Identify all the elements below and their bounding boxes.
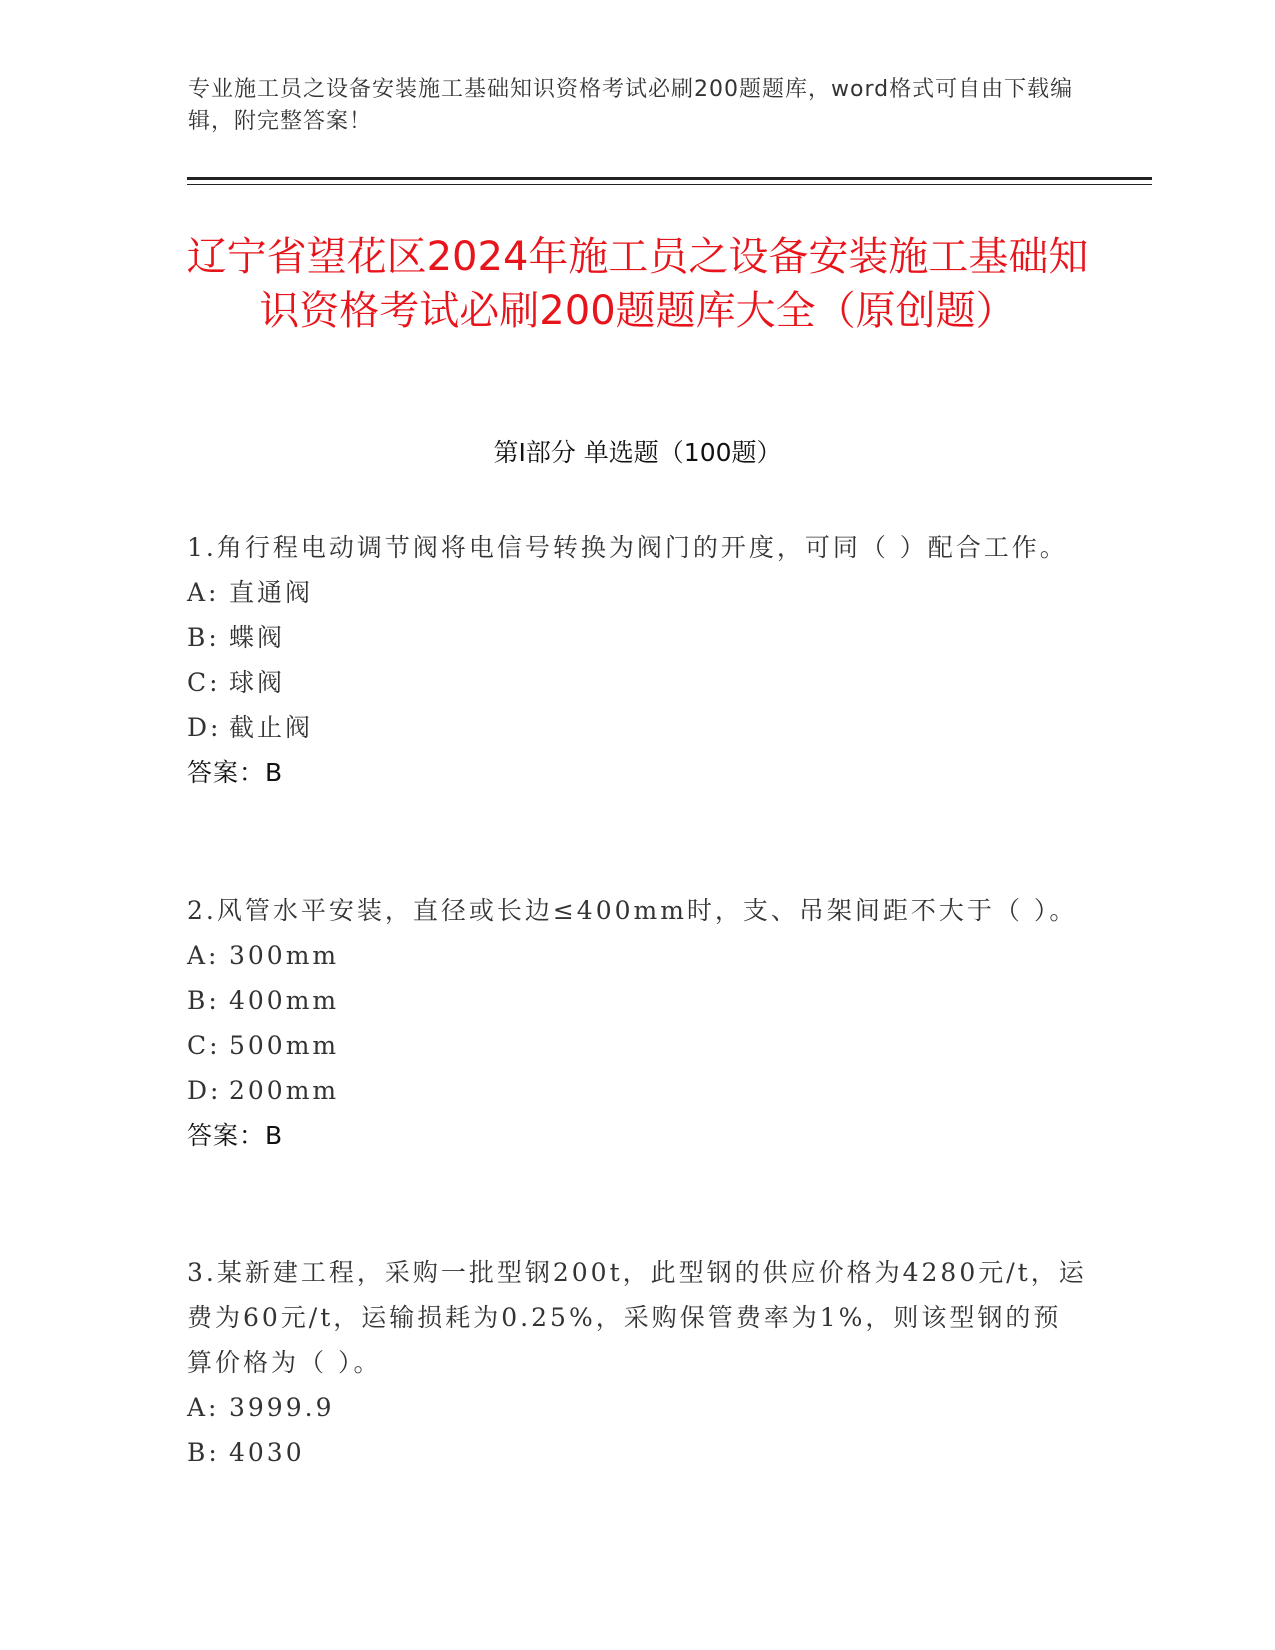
option-letter: D:	[187, 713, 222, 742]
option-letter: C:	[187, 668, 221, 697]
option-a	[187, 933, 1087, 978]
option-text: 截止阀	[229, 713, 314, 742]
option-letter: A:	[187, 1393, 220, 1422]
option-d	[187, 1068, 1087, 1113]
option-a	[187, 570, 1087, 615]
option-c	[187, 660, 1087, 705]
option-letter: B:	[187, 623, 220, 652]
option-text: 200mm	[229, 1076, 340, 1105]
header-rule-thick	[187, 177, 1152, 180]
option-letter: B:	[187, 1438, 220, 1467]
header-note: 专业施工员之设备安装施工基础知识资格考试必刷200题题库，word格式可自由下载编辑，附完整答案！	[188, 77, 1074, 134]
answer-line: 答案：B	[187, 1121, 284, 1150]
option-a	[187, 1385, 1087, 1430]
section-title: 第Ⅰ部分 单选题（100题）	[493, 438, 782, 467]
question-stem: 2.风管水平安装，直径或长边≤400mm时，支、吊架间距不大于（ ）。	[187, 896, 1078, 925]
option-text: 300mm	[229, 941, 340, 970]
option-text: 直通阀	[229, 578, 314, 607]
option-text: 500mm	[229, 1031, 340, 1060]
option-text: 400mm	[229, 986, 340, 1015]
header-rule-thin	[187, 184, 1152, 185]
question-stem: 1.角行程电动调节阀将电信号转换为阀门的开度，可同（ ）配合工作。	[187, 533, 1068, 562]
option-c	[187, 1023, 1087, 1068]
option-letter: A:	[187, 941, 220, 970]
option-letter: D:	[187, 1076, 222, 1105]
option-text: 3999.9	[229, 1393, 335, 1422]
option-text: 球阀	[229, 668, 286, 697]
option-text: 蝶阀	[229, 623, 286, 652]
option-b	[187, 1430, 1087, 1475]
option-text: 4030	[229, 1438, 305, 1467]
document-title: 辽宁省望花区2024年施工员之设备安装施工基础知识资格考试必刷200题题库大全（原创题）	[186, 234, 1089, 334]
option-letter: B:	[187, 986, 220, 1015]
question-2	[187, 888, 1087, 1158]
option-letter: C:	[187, 1031, 221, 1060]
question-stem: 3.某新建工程，采购一批型钢200t，此型钢的供应价格为4280元/t，运费为60元/t，运输损耗为0.25%，采购保管费率为1%，则该型钢的预算价格为（ ）。	[187, 1258, 1087, 1377]
option-b	[187, 615, 1087, 660]
option-d	[187, 705, 1087, 750]
question-1	[187, 525, 1087, 795]
question-3	[187, 1250, 1087, 1475]
option-b	[187, 978, 1087, 1023]
option-letter: A:	[187, 578, 220, 607]
answer-line: 答案：B	[187, 758, 284, 787]
